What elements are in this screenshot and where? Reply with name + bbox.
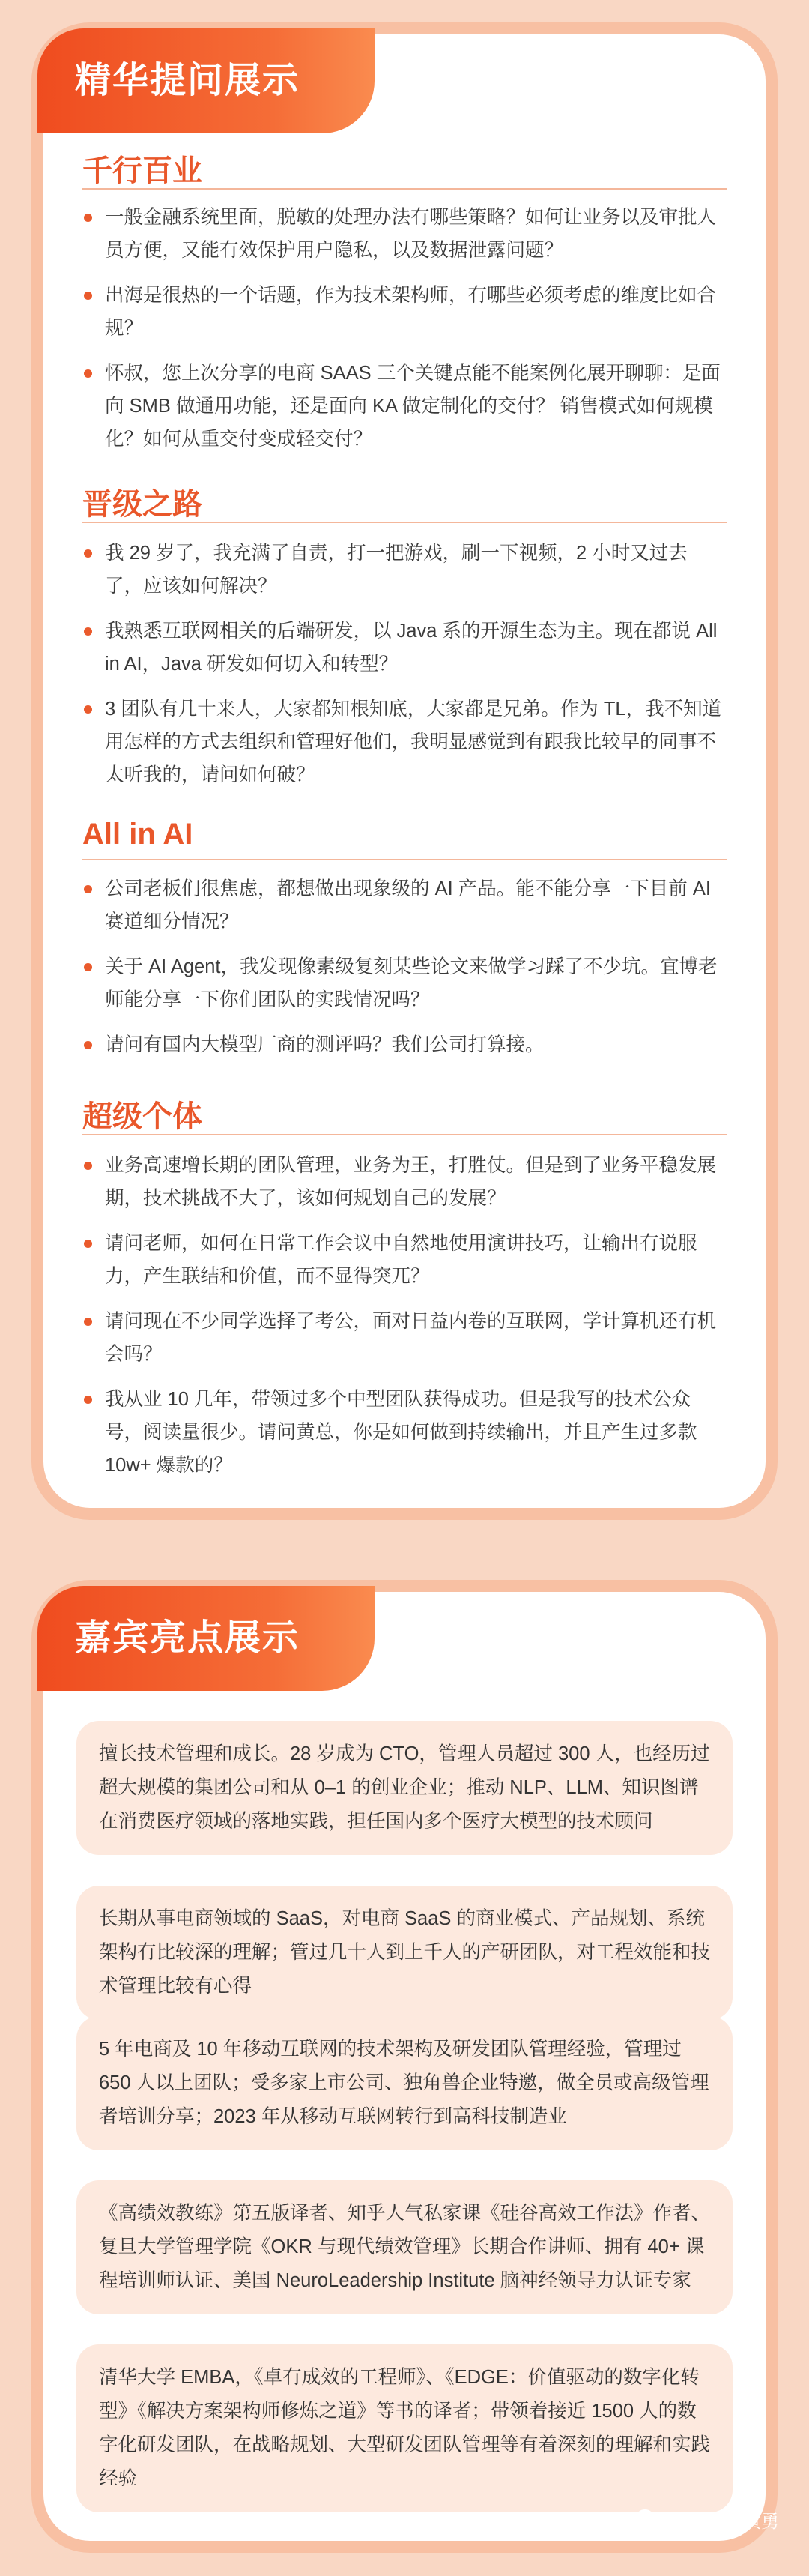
watermark xyxy=(637,2506,779,2533)
section-divider xyxy=(82,522,727,523)
question-list-individual xyxy=(82,1149,724,1494)
list-item: 公司老板们很焦虑，都想做出现象级的 AI 产品。能不能分享一下目前 AI 赛道细分情况？ xyxy=(82,872,724,938)
bullet-icon xyxy=(84,885,92,893)
bullet-icon xyxy=(84,214,92,222)
list-item: 怀叔，您上次分享的电商 SAAS 三个关键点能不能案例化展开聊聊：是面向 SMB 做通用功能，还是面向 KA 做定制化的交付？ 销售模式如何规模化？如何从重交付变成轻交付？ xyxy=(82,357,724,456)
list-item: 请问老师，如何在日常工作会议中自然地使用演讲技巧，让输出有说服力，产生联结和价值，而不显得突兀？ xyxy=(82,1227,724,1293)
guests-title: 嘉宾亮点展示 xyxy=(37,1586,375,1691)
list-item: 请问现在不少同学选择了考公，面对日益内卷的互联网，学计算机还有机会吗？ xyxy=(82,1305,724,1371)
list-item: 我 29 岁了，我充满了自责，打一把游戏，刷一下视频，2 小时又过去了，应该如何解决？ xyxy=(82,537,724,603)
section-divider xyxy=(82,1134,727,1135)
guest-card: 《高绩效教练》第五版译者、知乎人气私家课《硅谷高效工作法》作者、复旦大学管理学院《OKR 与现代绩效管理》长期合作讲师、拥有 40+ 课程培训师认证、美国 NeuroLeadership Institute 脑神经领导力认证专家 xyxy=(76,2180,733,2314)
bullet-icon xyxy=(84,1041,92,1049)
questions-title: 精华提问展示 xyxy=(37,28,375,133)
bullet-icon xyxy=(84,292,92,300)
bullet-icon xyxy=(84,963,92,971)
watermark-text: 技术人生黄勇 xyxy=(671,2512,779,2532)
guest-card: 擅长技术管理和成长。28 岁成为 CTO，管理人员超过 300 人，也经历过超大规模的集团公司和从 0–1 的创业企业；推动 NLP、LLM、知识图谱在消费医疗领域的落地实践，担任国内多个医疗大模型的技术顾问 xyxy=(76,1721,733,1855)
guests-panel xyxy=(43,1592,766,2541)
bullet-icon xyxy=(84,705,92,714)
question-list-ai xyxy=(82,872,724,1073)
guest-card: 5 年电商及 10 年移动互联网的技术架构及研发团队管理经验，管理过 650 人以上团队；受多家上市公司、独角兽企业特邀，做全员或高级管理者培训分享；2023 年从移动互联网转行到高科技制造业 xyxy=(76,2016,733,2150)
bullet-icon xyxy=(84,1240,92,1248)
list-item: 我熟悉互联网相关的后端研发，以 Java 系的开源生态为主。现在都说 All in AI，Java 研发如何切入和转型？ xyxy=(82,615,724,681)
question-list-industries xyxy=(82,201,724,468)
bullet-icon xyxy=(84,369,92,378)
section-divider xyxy=(82,859,727,860)
bullet-icon xyxy=(84,549,92,558)
questions-panel xyxy=(43,34,766,1508)
bullet-icon xyxy=(84,1162,92,1170)
section-divider xyxy=(82,188,727,190)
wechat-icon xyxy=(637,2508,664,2532)
bullet-icon xyxy=(84,1396,92,1404)
section-heading-ai: All in AI xyxy=(82,818,193,851)
section-heading-individual: 超级个体 xyxy=(82,1100,202,1133)
list-item: 我从业 10 几年，带领过多个中型团队获得成功。但是我写的技术公众号，阅读量很少。请问黄总，你是如何做到持续输出，并且产生过多款 10w+ 爆款的？ xyxy=(82,1383,724,1482)
section-heading-promotion: 晋级之路 xyxy=(82,488,202,521)
list-item: 请问有国内大模型厂商的测评吗？我们公司打算接。 xyxy=(82,1028,724,1061)
question-list-promotion xyxy=(82,537,724,803)
section-heading-industries: 千行百业 xyxy=(82,154,202,187)
list-item: 出海是很热的一个话题，作为技术架构师，有哪些必须考虑的维度比如合规？ xyxy=(82,279,724,345)
bullet-icon xyxy=(84,627,92,636)
bullet-icon xyxy=(84,1318,92,1326)
list-item: 业务高速增长期的团队管理，业务为王，打胜仗。但是到了业务平稳发展期，技术挑战不大了，该如何规划自己的发展？ xyxy=(82,1149,724,1215)
list-item: 一般金融系统里面，脱敏的处理办法有哪些策略？如何让业务以及审批人员方便，又能有效保护用户隐私，以及数据泄露问题？ xyxy=(82,201,724,267)
list-item: 关于 AI Agent，我发现像素级复刻某些论文来做学习踩了不少坑。宜博老师能分享一下你们团队的实践情况吗？ xyxy=(82,950,724,1016)
guest-card: 清华大学 EMBA，《卓有成效的工程师》、《EDGE：价值驱动的数字化转型》《解决方案架构师修炼之道》等书的译者；带领着接近 1500 人的数字化研发团队，在战略规划、大型研发团队管理等有着深刻的理解和实践经验 xyxy=(76,2344,733,2512)
guest-card: 长期从事电商领域的 SaaS，对电商 SaaS 的商业模式、产品规划、系统架构有比较深的理解；管过几十人到上千人的产研团队，对工程效能和技术管理比较有心得 xyxy=(76,1886,733,2020)
list-item: 3 团队有几十来人，大家都知根知底，大家都是兄弟。作为 TL，我不知道用怎样的方式去组织和管理好他们，我明显感觉到有跟我比较早的同事不太听我的，请问如何破？ xyxy=(82,693,724,791)
